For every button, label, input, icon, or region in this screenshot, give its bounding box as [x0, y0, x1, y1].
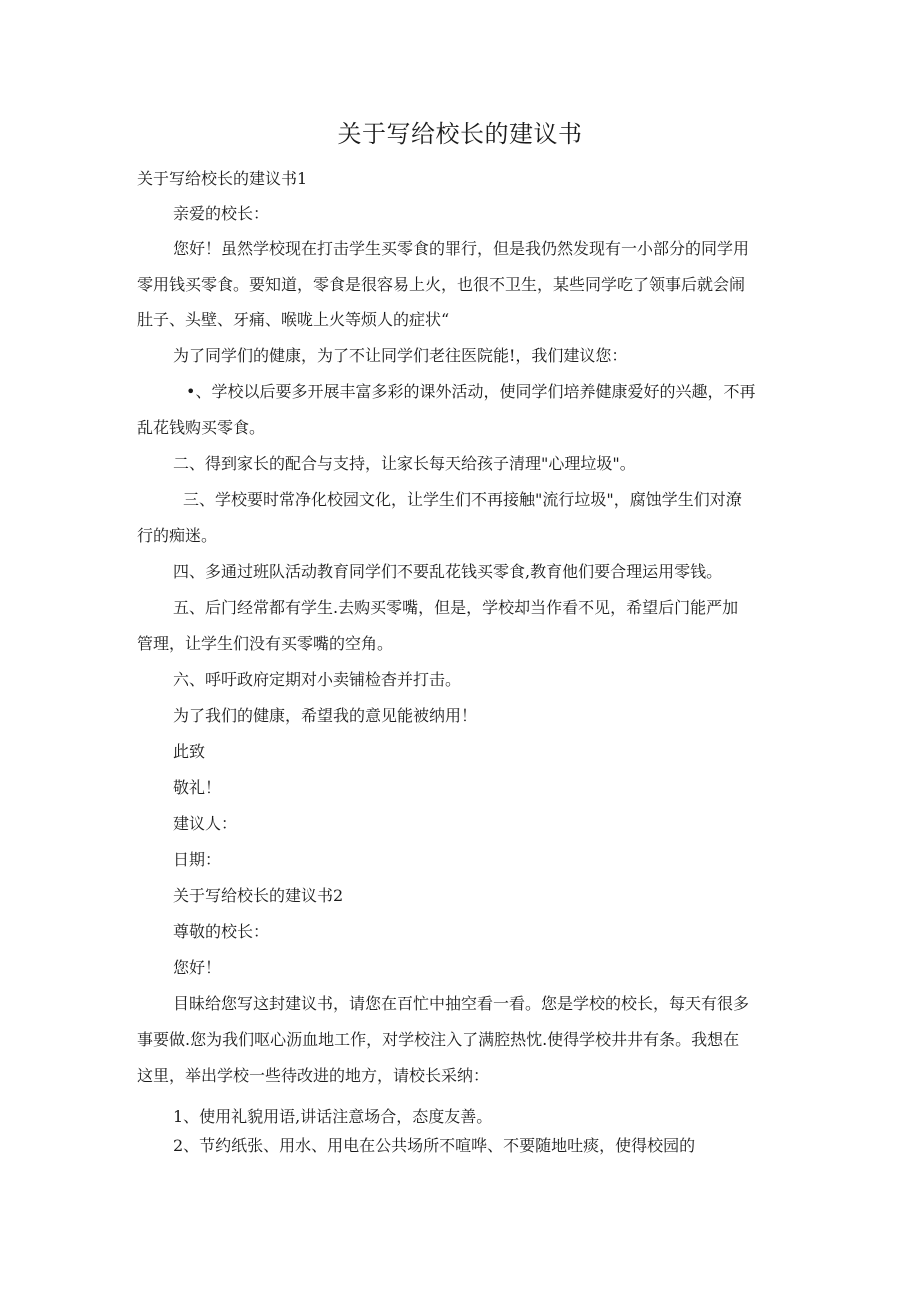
- item-1-line-1: •、学校以后要多开展丰富多彩的课外活动，使同学们培养健康爱好的兴趣，不再: [186, 382, 756, 401]
- item-4: 四、多通过班队活动教育同学们不要乱花钱买零食,教育他们要合理运用零钱。: [173, 562, 723, 581]
- item-2: 二、得到家长的配合与支持，让家长每天给孩子清理"心理垃圾"。: [173, 454, 636, 473]
- hello-2: 您好！: [173, 958, 222, 977]
- paragraph-3-line-3: 这里，举出学校一些待改进的地方，请校长采纳：: [137, 1066, 490, 1085]
- item-6: 六、呼吁政府定期对小卖铺检杳并打击。: [173, 670, 462, 689]
- paragraph-1-line-2: 零用钱买零食。要知道，零食是很容易上火，也很不卫生，某些同学吃了领事后就会闹: [137, 275, 746, 294]
- item-5-line-1: 五、后门经常都有学生.去购买零嘴，但是，学校却当作看不见，希望后门能严加: [173, 598, 739, 617]
- paragraph-2: 为了同学们的健康，为了不让同学们老往医院能!，我们建议您：: [173, 346, 628, 365]
- greeting-1: 亲爱的校长：: [173, 204, 270, 223]
- list-item-2: 2、节约纸张、用水、用电在公共场所不喧哗、不要随地吐痰，使得校园的: [173, 1136, 696, 1155]
- signer-label: 建议人：: [173, 814, 238, 833]
- closing-jingli: 敬礼！: [173, 778, 222, 797]
- paragraph-1-line-1: 您好！虽然学校现在打击学生买零食的罪行，但是我仍然发现有一小部分的同学用: [173, 239, 750, 258]
- paragraph-1-line-3: 肚子、头壁、牙痛、喉咙上火等烦人的症状“: [137, 310, 450, 329]
- item-1-line-2: 乱花钱购买零食。: [137, 418, 266, 437]
- section-1-heading: 关于写给校长的建议书1: [137, 169, 308, 188]
- closing-zhizhi: 此致: [173, 742, 206, 761]
- greeting-2: 尊敬的校长：: [173, 922, 270, 941]
- section-2-heading: 关于写给校长的建议书2: [173, 886, 344, 905]
- item-5-line-2: 管理，让学生们没有买零嘴的空角。: [137, 634, 394, 653]
- item-3-line-2: 行的痴迷。: [137, 526, 218, 545]
- document-title: 关于写给校长的建议书: [337, 120, 583, 148]
- list-item-1: 1、使用礼貌用语,讲话注意场合，态度友善。: [173, 1107, 493, 1126]
- paragraph-3-line-2: 事要做.您为我们呕心沥血地工作，对学校注入了满腔热忱.使得学校井井有条。我想在: [137, 1030, 740, 1049]
- closing-sentence: 为了我们的健康，希望我的意见能被纳用！: [173, 706, 478, 725]
- paragraph-3-line-1: 目昧给您写这封建议书，请您在百忙中抽空看一看。您是学校的校长，每天有很多: [173, 994, 750, 1013]
- item-3-line-1: 三、学校要时常净化校园文化，让学生们不再接触"流行垃圾"，腐蚀学生们对潦: [183, 490, 742, 509]
- date-label: 日期：: [173, 850, 222, 869]
